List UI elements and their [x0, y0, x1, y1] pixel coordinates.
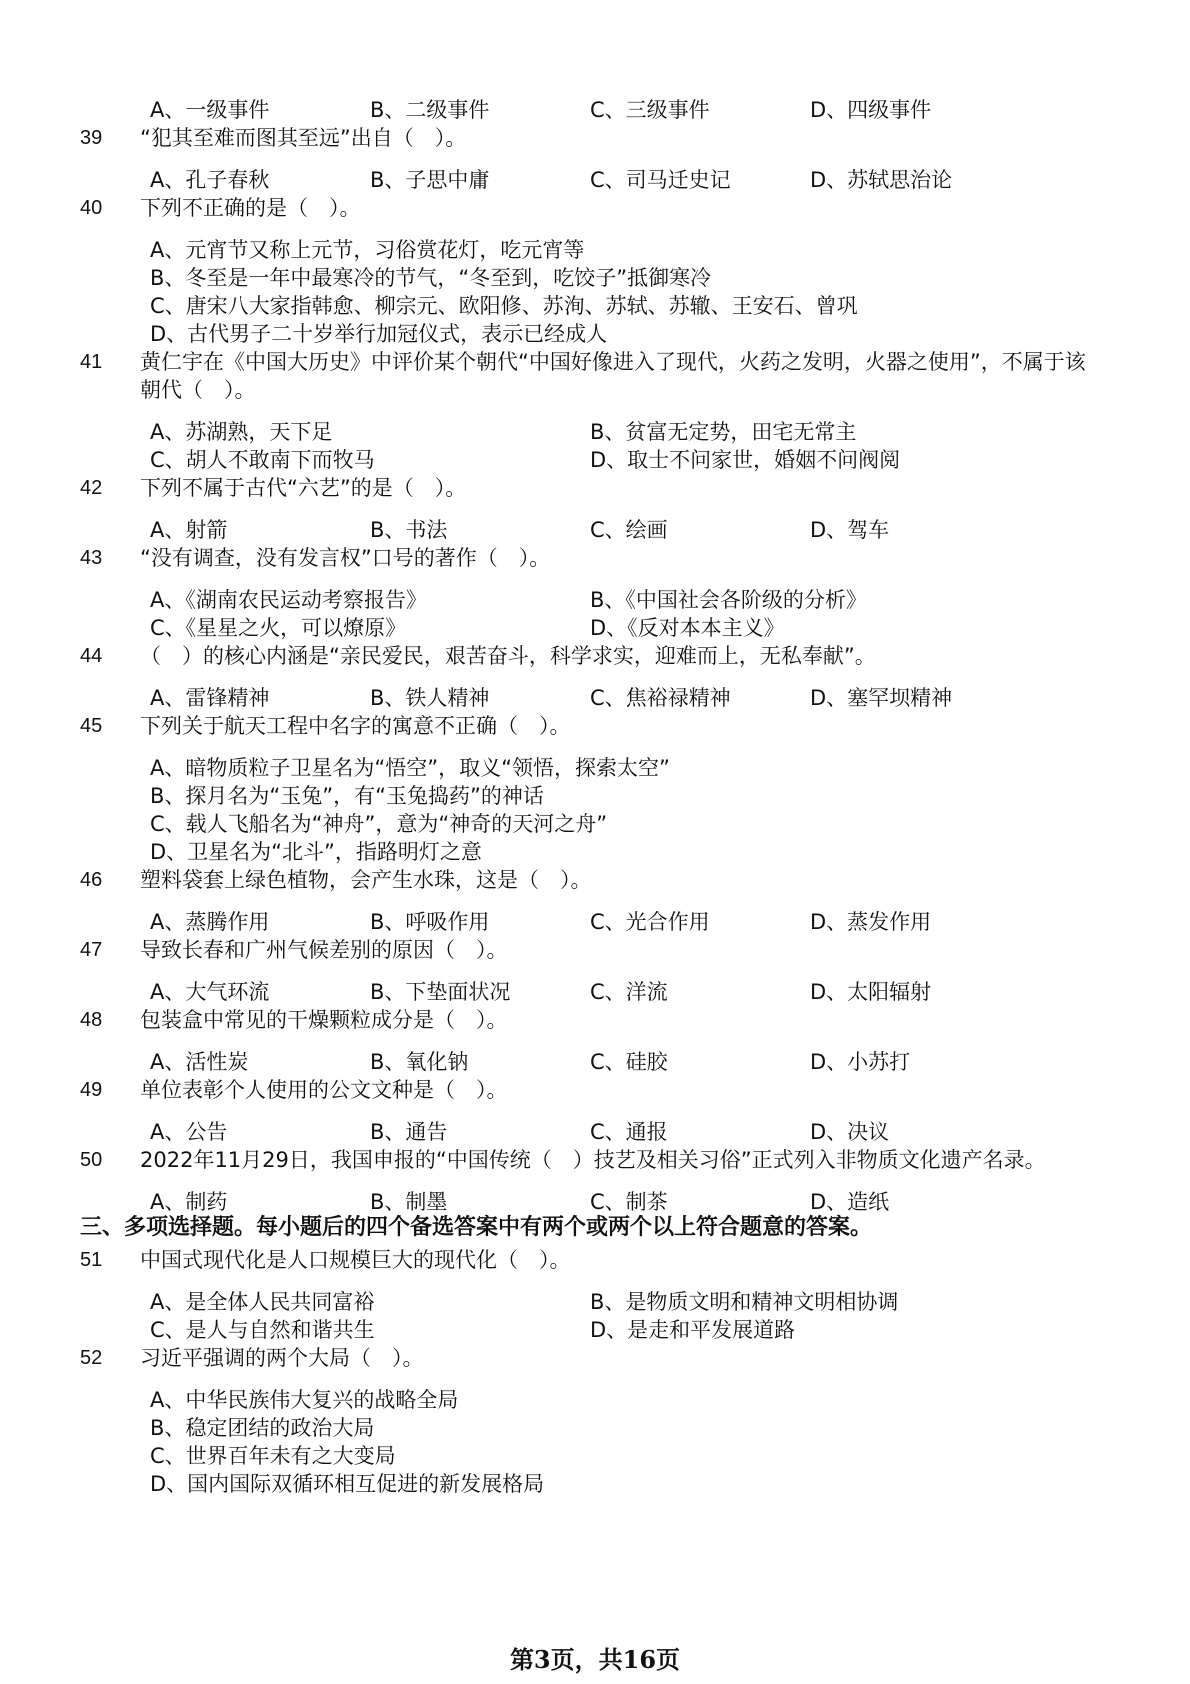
option-b: B、铁人精神: [370, 686, 490, 710]
option-d: D、小苏打: [810, 1050, 911, 1074]
option-b: B、是物质文明和精神文明相协调: [590, 1290, 899, 1314]
option-a: A、一级事件: [150, 98, 270, 122]
option-c: C、《星星之火，可以燎原》: [150, 616, 407, 640]
option-b: B、二级事件: [370, 98, 490, 122]
option-c: C、载人飞船名为“神舟”，意为“神奇的天河之舟”: [150, 812, 608, 836]
question-stem: 单位表彰个人使用的公文文种是（ ）。: [140, 1078, 508, 1102]
question-stem: 下列不正确的是（ ）。: [140, 196, 361, 220]
option-d: D、《反对本本主义》: [590, 616, 785, 640]
question-stem: 下列不属于古代“六艺”的是（ ）。: [140, 476, 467, 500]
option-a: A、孔子春秋: [150, 168, 270, 192]
question-number: 48: [80, 1009, 103, 1031]
option-d: D、决议: [810, 1120, 890, 1144]
question-stem: 包装盒中常见的干燥颗粒成分是（ ）。: [140, 1008, 508, 1032]
option-a: A、射箭: [150, 518, 228, 542]
question-stem: 习近平强调的两个大局（ ）。: [140, 1346, 424, 1370]
option-c: C、硅胶: [590, 1050, 668, 1074]
option-a: A、元宵节又称上元节，习俗赏花灯，吃元宵等: [150, 238, 585, 262]
option-c: C、世界百年未有之大变局: [150, 1444, 396, 1468]
question-stem: “犯其至难而图其至远”出自（ ）。: [140, 126, 467, 150]
question-number: 49: [80, 1079, 103, 1101]
option-a: A、是全体人民共同富裕: [150, 1290, 375, 1314]
option-d: D、塞罕坝精神: [810, 686, 953, 710]
question-stem: 下列关于航天工程中名字的寓意不正确（ ）。: [140, 714, 571, 738]
option-d: D、太阳辐射: [810, 980, 932, 1004]
question-stem: 塑料袋套上绿色植物，会产生水珠，这是（ ）。: [140, 868, 592, 892]
option-d: D、四级事件: [810, 98, 932, 122]
option-c: C、制茶: [590, 1190, 668, 1214]
option-c: C、通报: [590, 1120, 668, 1144]
question-stem: （ ）的核心内涵是“亲民爱民，艰苦奋斗，科学求实，迎难而上，无私奉献”。: [140, 644, 876, 668]
option-a: A、中华民族伟大复兴的战略全局: [150, 1388, 459, 1412]
option-a: A、苏湖熟，天下足: [150, 420, 333, 444]
option-d: D、古代男子二十岁举行加冠仪式，表示已经成人: [150, 322, 608, 346]
option-c: C、三级事件: [590, 98, 710, 122]
question-stem: 导致长春和广州气候差别的原因（ ）。: [140, 938, 508, 962]
question-number: 50: [80, 1149, 103, 1171]
question-number: 43: [80, 547, 103, 569]
option-b: B、通告: [370, 1120, 448, 1144]
option-b: B、稳定团结的政治大局: [150, 1416, 375, 1440]
option-a: A、大气环流: [150, 980, 270, 1004]
option-b: B、制墨: [370, 1190, 448, 1214]
option-d: D、国内国际双循环相互促进的新发展格局: [150, 1472, 545, 1496]
option-d: D、卫星名为“北斗”，指路明灯之意: [150, 840, 482, 864]
question-number: 41: [80, 351, 103, 373]
option-b: B、探月名为“玉兔”，有“玉兔捣药”的神话: [150, 784, 544, 808]
question-number: 46: [80, 869, 103, 891]
question-number: 40: [80, 197, 103, 219]
option-d: D、是走和平发展道路: [590, 1318, 796, 1342]
option-a: A、公告: [150, 1120, 228, 1144]
question-number: 51: [80, 1249, 103, 1271]
option-a: A、活性炭: [150, 1050, 249, 1074]
question-number: 42: [80, 477, 103, 499]
option-c: C、焦裕禄精神: [590, 686, 731, 710]
option-c: C、洋流: [590, 980, 668, 1004]
question-stem: “没有调查，没有发言权”口号的著作（ ）。: [140, 546, 551, 570]
option-b: B、子思中庸: [370, 168, 490, 192]
option-b: B、《中国社会各阶级的分析》: [590, 588, 867, 612]
question-number: 44: [80, 645, 103, 667]
option-a: A、蒸腾作用: [150, 910, 270, 934]
question-stem: 中国式现代化是人口规模巨大的现代化（ ）。: [140, 1248, 571, 1272]
option-d: D、苏轼思治论: [810, 168, 953, 192]
page-number-footer: 第3页，共16页: [509, 1645, 681, 1674]
option-b: B、下垫面状况: [370, 980, 511, 1004]
question-stem: 2022年11月29日，我国申报的“中国传统（ ）技艺及相关习俗”正式列入非物质文化遗产名录。: [140, 1148, 1046, 1172]
option-b: B、冬至是一年中最寒冷的节气，“冬至到，吃饺子”抵御寒冷: [150, 266, 712, 290]
question-number: 45: [80, 715, 103, 737]
question-stem-line-1: 黄仁宇在《中国大历史》中评价某个朝代“中国好像进入了现代，火药之发明，火器之使用”，不属于该: [140, 350, 1086, 374]
option-a: A、雷锋精神: [150, 686, 270, 710]
question-number: 47: [80, 939, 103, 961]
option-c: C、是人与自然和谐共生: [150, 1318, 375, 1342]
option-c: C、胡人不敢南下而牧马: [150, 448, 375, 472]
option-b: B、呼吸作用: [370, 910, 490, 934]
option-b: B、贫富无定势，田宅无常主: [590, 420, 857, 444]
option-c: C、唐宋八大家指韩愈、柳宗元、欧阳修、苏洵、苏轼、苏辙、王安石、曾巩: [150, 294, 858, 318]
section-heading: 三、多项选择题。每小题后的四个备选答案中有两个或两个以上符合题意的答案。: [80, 1215, 873, 1240]
question-number: 39: [80, 127, 103, 149]
option-c: C、司马迁史记: [590, 168, 731, 192]
option-d: D、取士不问家世，婚姻不问阀阅: [590, 448, 901, 472]
option-d: D、蒸发作用: [810, 910, 932, 934]
option-c: C、绘画: [590, 518, 668, 542]
option-d: D、驾车: [810, 518, 890, 542]
option-d: D、造纸: [810, 1190, 890, 1214]
option-a: A、暗物质粒子卫星名为“悟空”，取义“领悟，探索太空”: [150, 756, 670, 780]
option-b: B、书法: [370, 518, 448, 542]
option-a: A、《湖南农民运动考察报告》: [150, 588, 427, 612]
question-stem-line-2: 朝代（ ）。: [140, 378, 256, 402]
option-c: C、光合作用: [590, 910, 710, 934]
option-a: A、制药: [150, 1190, 228, 1214]
option-b: B、氧化钠: [370, 1050, 469, 1074]
question-number: 52: [80, 1347, 103, 1369]
